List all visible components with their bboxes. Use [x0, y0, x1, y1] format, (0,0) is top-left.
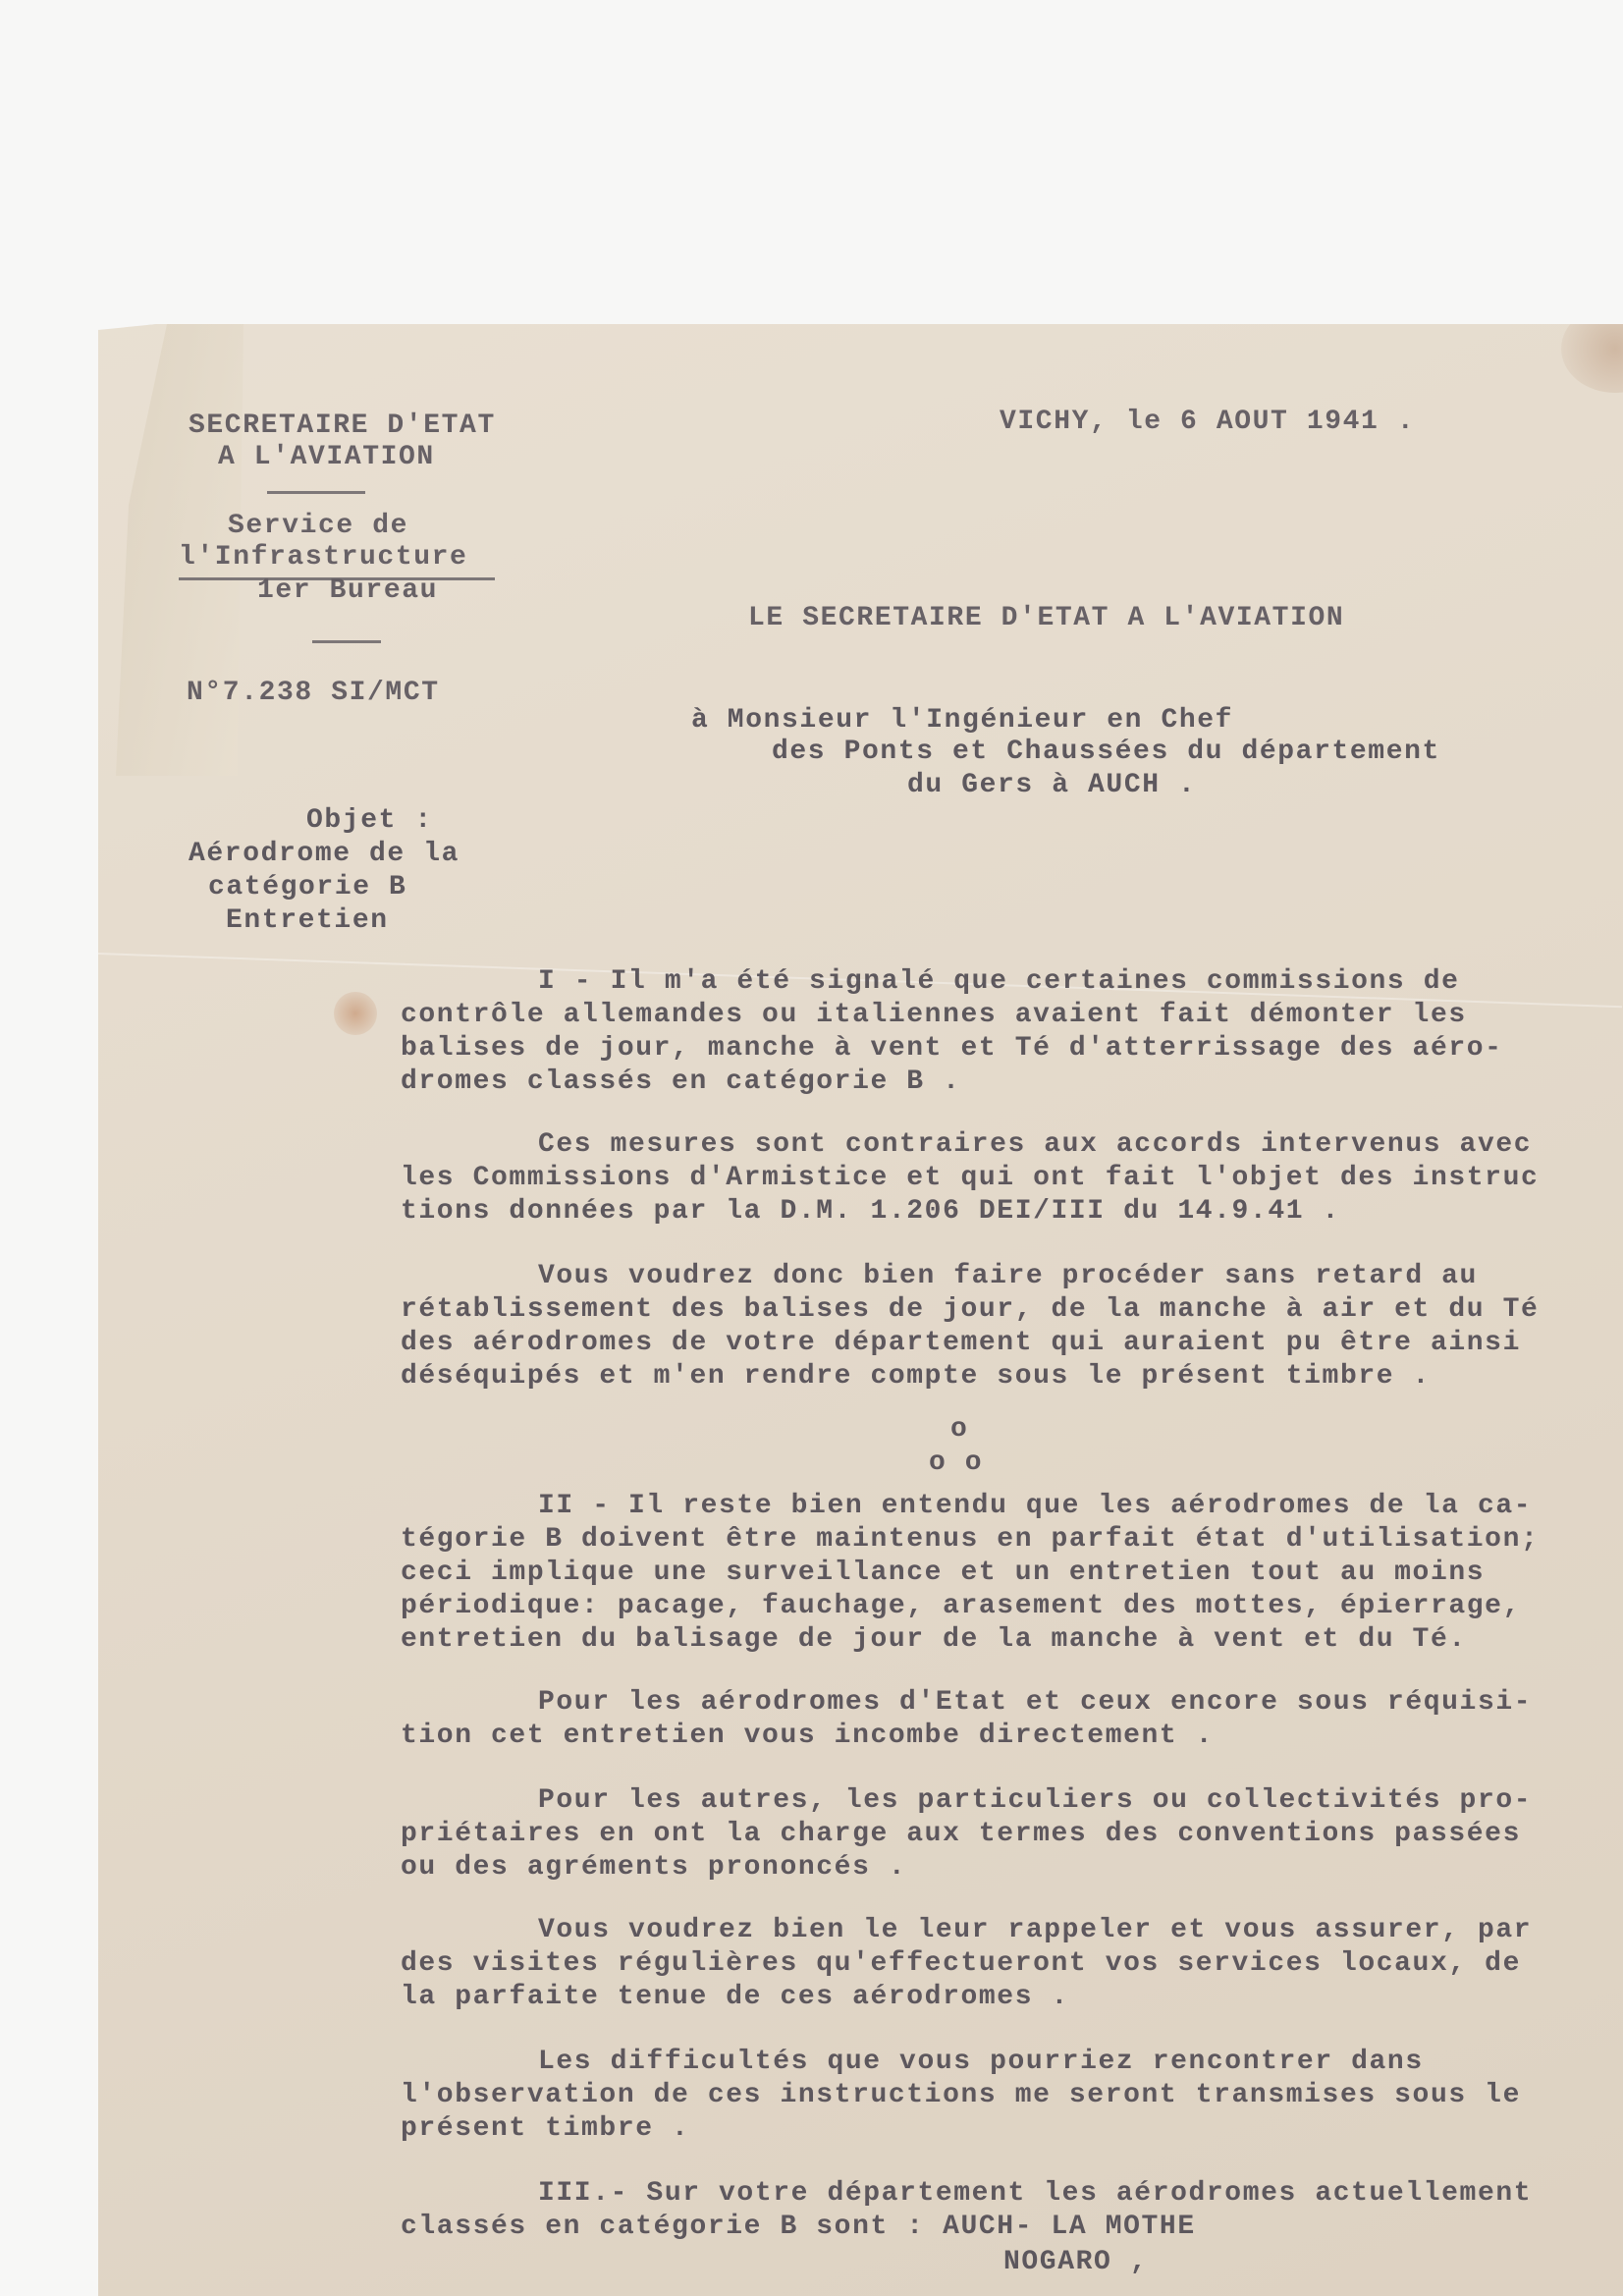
- p7-line-2: des visites régulières qu'effectueront vos services locaux, de: [401, 1948, 1521, 1979]
- subject-label: Objet :: [306, 805, 433, 836]
- subject-line-3: Entretien: [226, 905, 389, 936]
- p8-line-1: Les difficultés que vous pourriez rencontrer dans: [538, 2047, 1424, 2077]
- p7-line-3: la parfaite tenue de ces aérodromes .: [401, 1982, 1069, 2012]
- issuer-title: LE SECRETAIRE D'ETAT A L'AVIATION: [748, 603, 1345, 633]
- p2-line-2: les Commissions d'Armistice et qui ont fait l'objet des instruc: [401, 1163, 1540, 1193]
- separator-2: o o: [929, 1448, 984, 1478]
- p3-line-3: des aérodromes de votre département qui auraient pu être ainsi: [401, 1328, 1521, 1358]
- p9-line-3: NOGARO ,: [1003, 2247, 1149, 2277]
- p4-line-5: entretien du balisage de jour de la manche à vent et du Té.: [401, 1624, 1467, 1655]
- p4-line-2: tégorie B doivent être maintenus en parfait état d'utilisation;: [401, 1524, 1540, 1555]
- p1-line-4: dromes classés en catégorie B .: [401, 1066, 961, 1097]
- addressee-line-1: à Monsieur l'Ingénieur en Chef: [691, 705, 1234, 736]
- sender-line-2: A L'AVIATION: [218, 442, 435, 472]
- reference-number: N°7.238 SI/MCT: [187, 678, 440, 708]
- p6-line-3: ou des agréments prononcés .: [401, 1852, 907, 1883]
- rust-stain: [334, 992, 377, 1035]
- header-divider-1: [267, 491, 365, 494]
- p2-line-1: Ces mesures sont contraires aux accords intervenus avec: [538, 1129, 1533, 1160]
- service-line-2: l'Infrastructure: [179, 542, 468, 573]
- p8-line-3: présent timbre .: [401, 2113, 690, 2144]
- p3-line-2: rétablissement des balises de jour, de la manche à air et du Té: [401, 1294, 1540, 1325]
- p2-line-3: tions données par la D.M. 1.206 DEI/III du 14.9.41 .: [401, 1196, 1340, 1227]
- p9-line-2: classés en catégorie B sont : AUCH- LA MOTHE: [401, 2212, 1196, 2242]
- sender-line-1: SECRETAIRE D'ETAT: [189, 410, 496, 441]
- p1-line-2: contrôle allemandes ou italiennes avaient fait démonter les: [401, 1000, 1467, 1030]
- p8-line-2: l'observation de ces instructions me seront transmises sous le: [401, 2080, 1521, 2110]
- place-date: VICHY, le 6 AOUT 1941 .: [1000, 407, 1416, 437]
- p1-line-3: balises de jour, manche à vent et Té d'atterrissage des aéro-: [401, 1033, 1503, 1064]
- p6-line-2: priétaires en ont la charge aux termes des conventions passées: [401, 1819, 1521, 1849]
- p9-line-1: III.- Sur votre département les aérodromes actuellement: [538, 2178, 1533, 2209]
- p6-line-1: Pour les autres, les particuliers ou collectivités pro-: [538, 1785, 1533, 1816]
- bureau-line: 1er Bureau: [257, 575, 439, 606]
- corner-stain: [1561, 304, 1623, 393]
- addressee-line-3: du Gers à AUCH .: [907, 770, 1197, 800]
- p4-line-3: ceci implique une surveillance et un entretien tout au moins: [401, 1558, 1486, 1588]
- subject-line-2: catégorie B: [208, 872, 407, 902]
- p1-line-1: I - Il m'a été signalé que certaines commissions de: [538, 966, 1460, 997]
- p3-line-1: Vous voudrez donc bien faire procéder sans retard au: [538, 1261, 1478, 1291]
- subject-line-1: Aérodrome de la: [189, 839, 460, 869]
- p4-line-4: périodique: pacage, fauchage, arasement des mottes, épierrage,: [401, 1591, 1521, 1621]
- addressee-line-2: des Ponts et Chaussées du département: [772, 737, 1440, 767]
- separator-1: o: [950, 1414, 969, 1445]
- p4-line-1: II - Il reste bien entendu que les aérodromes de la ca-: [538, 1491, 1533, 1521]
- service-line-1: Service de: [228, 511, 409, 541]
- p5-line-2: tion cet entretien vous incombe directement .: [401, 1721, 1215, 1751]
- header-divider-2: [312, 640, 381, 643]
- p3-line-4: déséquipés et m'en rendre compte sous le présent timbre .: [401, 1361, 1431, 1392]
- p7-line-1: Vous voudrez bien le leur rappeler et vous assurer, par: [538, 1915, 1533, 1945]
- p5-line-1: Pour les aérodromes d'Etat et ceux encore sous réquisi-: [538, 1687, 1533, 1718]
